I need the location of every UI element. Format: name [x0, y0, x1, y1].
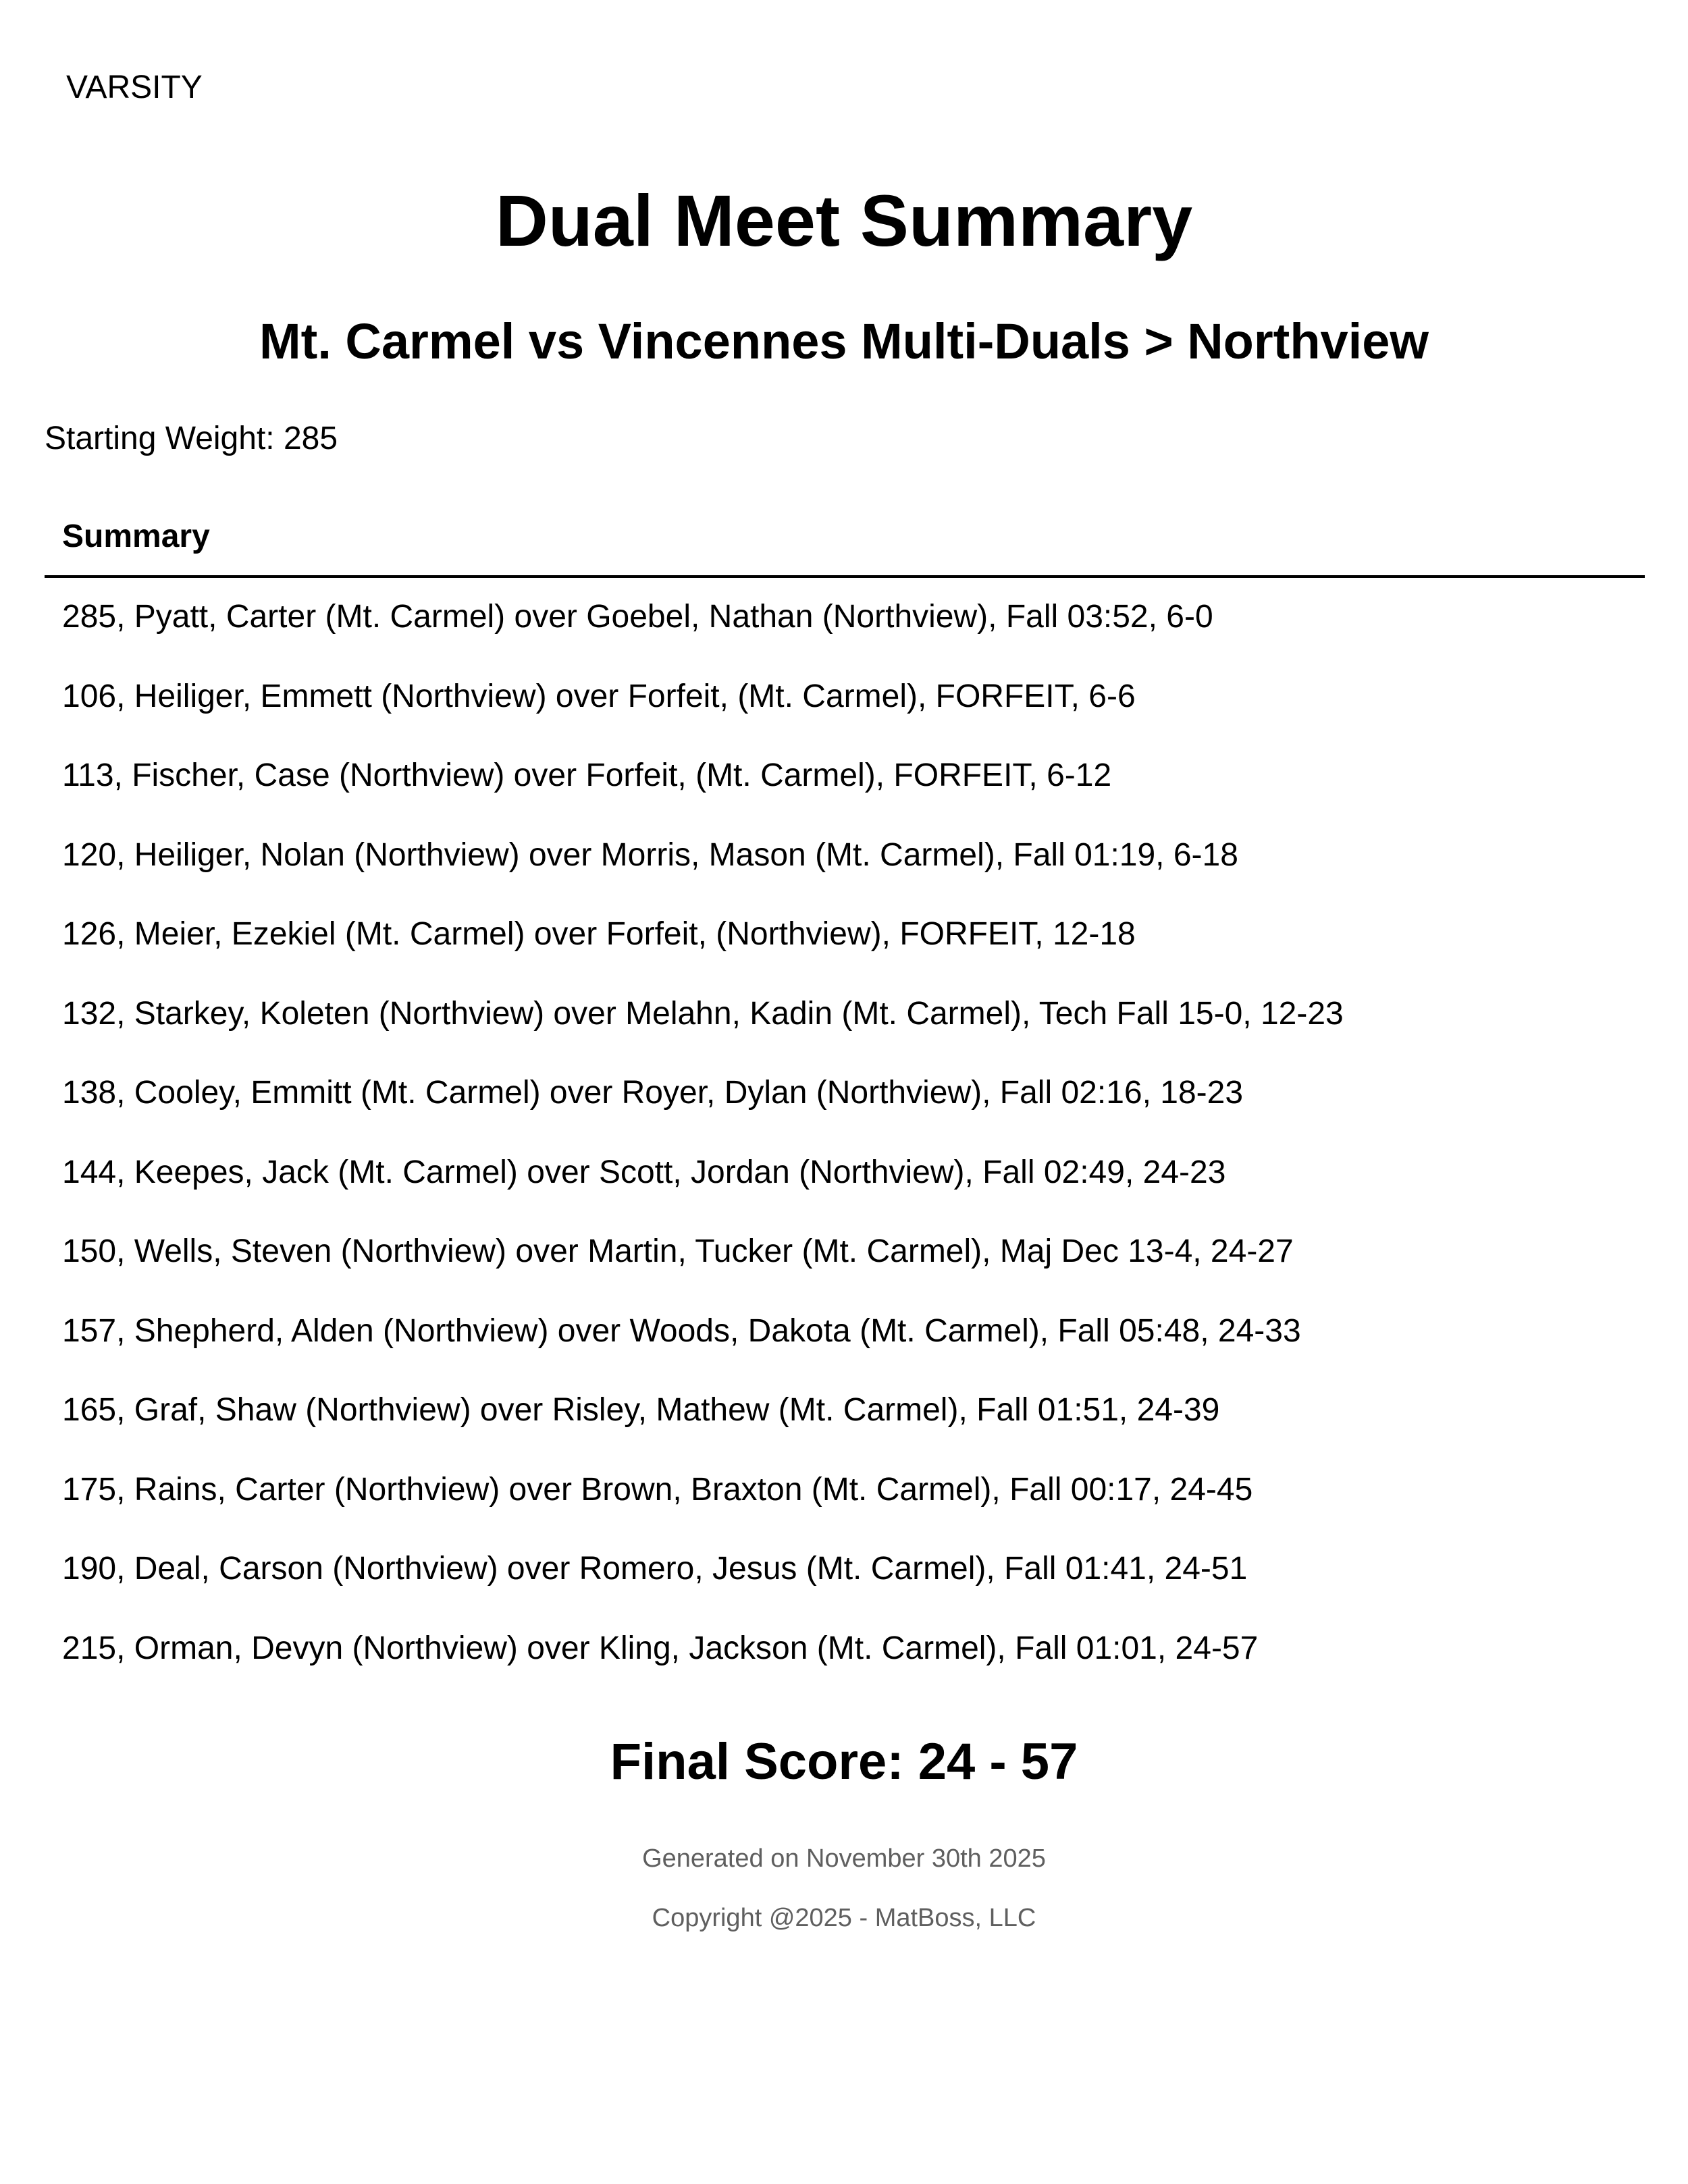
- bout-row: 157, Shepherd, Alden (Northview) over Woods, Dakota (Mt. Carmel), Fall 05:48, 24-33: [62, 1312, 1301, 1349]
- bout-row: 285, Pyatt, Carter (Mt. Carmel) over Goebel, Nathan (Northview), Fall 03:52, 6-0: [62, 599, 1213, 635]
- bout-row: 126, Meier, Ezekiel (Mt. Carmel) over Forfeit, (Northview), FORFEIT, 12-18: [62, 916, 1136, 952]
- bout-row: 165, Graf, Shaw (Northview) over Risley, Mathew (Mt. Carmel), Fall 01:51, 24-39: [62, 1392, 1220, 1428]
- starting-weight: Starting Weight: 285: [45, 421, 338, 456]
- generated-date: Generated on November 30th 2025: [642, 1844, 1046, 1873]
- page-title: Dual Meet Summary: [495, 180, 1193, 261]
- final-score: Final Score: 24 - 57: [610, 1733, 1078, 1790]
- bout-row: 106, Heiliger, Emmett (Northview) over Forfeit, (Mt. Carmel), FORFEIT, 6-6: [62, 678, 1136, 714]
- summary-heading: Summary: [62, 518, 210, 554]
- bout-row: 113, Fischer, Case (Northview) over Forfeit, (Mt. Carmel), FORFEIT, 6-12: [62, 757, 1112, 793]
- bout-row: 190, Deal, Carson (Northview) over Romero, Jesus (Mt. Carmel), Fall 01:41, 24-51: [62, 1551, 1248, 1587]
- team-level-label: VARSITY: [66, 70, 203, 105]
- meet-subtitle: Mt. Carmel vs Vincennes Multi-Duals > Northview: [259, 313, 1429, 369]
- bout-list: [62, 595, 1344, 1706]
- summary-divider: [45, 575, 1645, 578]
- bout-row: 132, Starkey, Koleten (Northview) over Melahn, Kadin (Mt. Carmel), Tech Fall 15-0, 12-23: [62, 995, 1344, 1032]
- bout-row: 144, Keepes, Jack (Mt. Carmel) over Scott, Jordan (Northview), Fall 02:49, 24-23: [62, 1154, 1226, 1190]
- bout-row: 138, Cooley, Emmitt (Mt. Carmel) over Royer, Dylan (Northview), Fall 02:16, 18-23: [62, 1075, 1244, 1111]
- copyright-notice: Copyright @2025 - MatBoss, LLC: [652, 1904, 1036, 1932]
- bout-row: 120, Heiliger, Nolan (Northview) over Morris, Mason (Mt. Carmel), Fall 01:19, 6-18: [62, 836, 1238, 873]
- bout-row: 175, Rains, Carter (Northview) over Brown, Braxton (Mt. Carmel), Fall 00:17, 24-45: [62, 1471, 1253, 1508]
- bout-row: 150, Wells, Steven (Northview) over Martin, Tucker (Mt. Carmel), Maj Dec 13-4, 24-27: [62, 1233, 1294, 1269]
- bout-row: 215, Orman, Devyn (Northview) over Kling, Jackson (Mt. Carmel), Fall 01:01, 24-57: [62, 1630, 1259, 1666]
